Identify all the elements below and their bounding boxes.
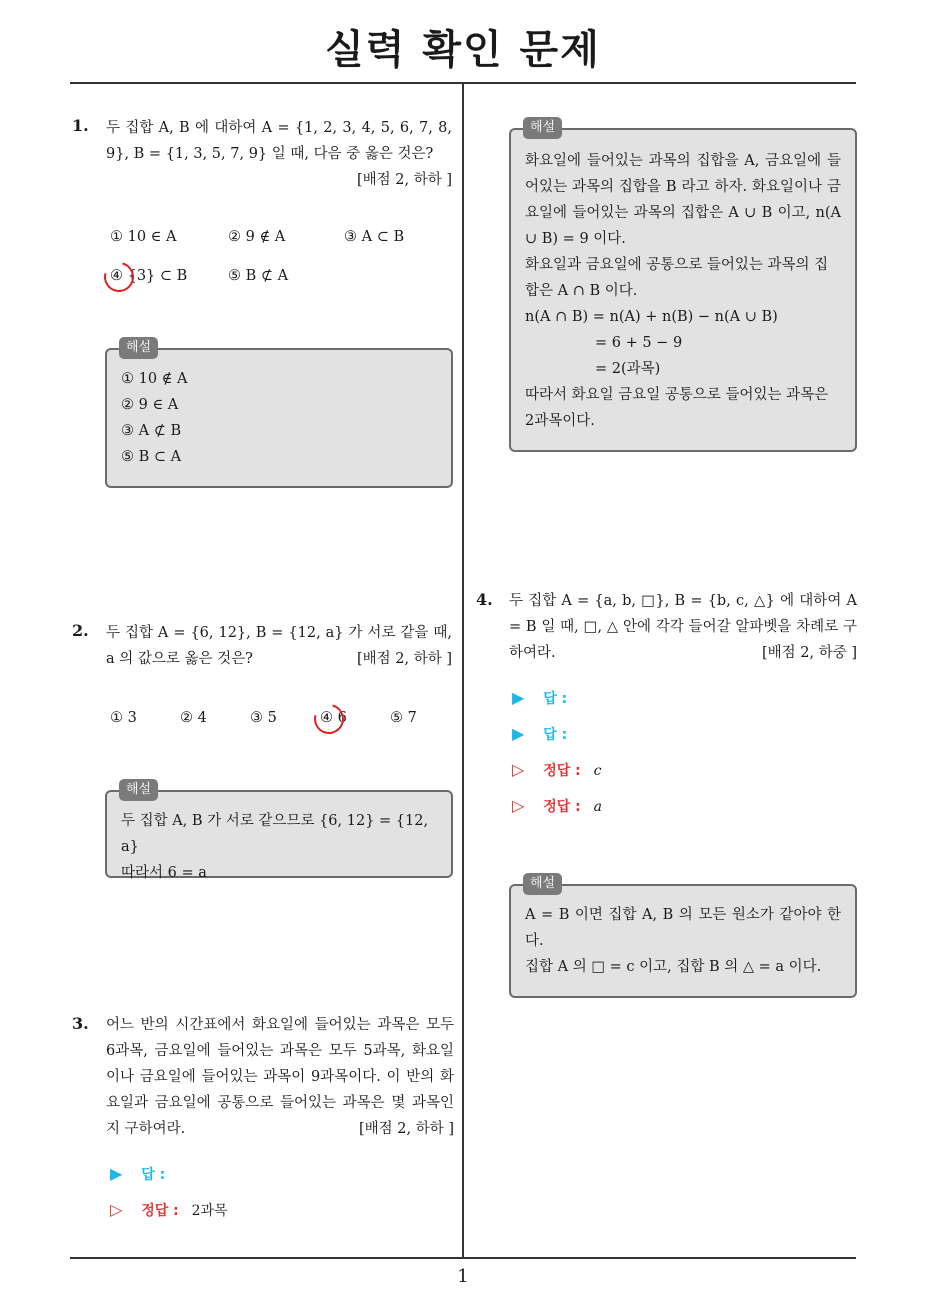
q2-option-2[interactable]: ② 4 (180, 710, 207, 726)
q3-solution-line-3: n(A ∩ B) = n(A) + n(B) − n(A ∪ B) (525, 309, 778, 325)
question-3-text: 어느 반의 시간표에서 화요일에 들어있는 과목은 모두 6과목, 금요일에 들어있는 과목은 모두 5과목, 화요일이나 금요일에 들어있는 과목이 9과목이다. 이 반의 화요일과 금요일에 공통으로 들어있는 과목은 몇 과목인지 구하여라. (106, 1017, 454, 1137)
question-2-text: 두 집합 A = {6, 12}, B = {12, a} 가 서로 같을 때, a 의 값으로 옳은 것은? (106, 625, 452, 667)
outline-play-icon: ▷ (512, 760, 525, 779)
question-3-meta: [배점 2, 하하 ] (358, 1121, 454, 1137)
question-2 (106, 620, 452, 672)
q1-option-5[interactable]: ⑤ B ⊄ A (228, 268, 289, 284)
q4-solution-label: 해설 (523, 873, 562, 895)
q3-solution-box (509, 120, 857, 452)
column-divider (462, 84, 464, 1258)
q1-option-2[interactable]: ② 9 ∉ A (228, 229, 286, 245)
q1-solution-line-3: ③ A ⊄ B (121, 423, 182, 439)
q2-solution-label: 해설 (119, 779, 158, 801)
q3-solution-line-6: 따라서 화요일 금요일 공통으로 들어있는 과목은 2과목이다. (525, 387, 829, 429)
footer-rule (70, 1257, 856, 1259)
q4-answer-row-1[interactable] (512, 688, 567, 708)
selected-answer-mark-q1 (99, 257, 140, 298)
q4-answer-label-2: 답 : (543, 727, 568, 743)
q4-correct-label-2: 정답 : (543, 799, 581, 815)
page-number: 1 (457, 1266, 469, 1287)
q4-correct-label-1: 정답 : (543, 763, 581, 779)
q4-solution-box (509, 876, 857, 998)
question-4-meta: [배점 2, 하중 ] (761, 645, 857, 661)
q3-solution-line-5: = 2(과목) (595, 361, 661, 377)
selected-answer-mark-q2 (309, 699, 350, 740)
q3-solution-line-4: = 6 + 5 − 9 (595, 335, 683, 351)
play-icon: ▶ (512, 724, 525, 743)
play-icon: ▶ (110, 1164, 123, 1183)
q2-solution-line-1: 두 집합 A, B 가 서로 같으므로 {6, 12} = {12, a} (121, 813, 429, 855)
q4-solution-line-2: 집합 A 의 □ = c 이고, 집합 B 의 △ = a 이다. (525, 959, 822, 975)
q4-correct-value-2: a (593, 799, 602, 815)
question-1-number: 1. (72, 116, 89, 135)
q3-correct-row (110, 1200, 228, 1220)
q3-correct-label: 정답 : (141, 1203, 179, 1219)
q1-solution-box (105, 340, 453, 488)
q3-correct-value: 2과목 (191, 1203, 228, 1219)
q3-solution-line-1: 화요일에 들어있는 과목의 집합을 A, 금요일에 들어있는 과목의 집합을 B 라고 하자. 화요일이나 금요일에 들어있는 과목의 집합은 A ∪ B 이고, n(A ∪ B) = 9 이다. (525, 153, 841, 247)
question-1-meta: [배점 2, 하하 ] (356, 172, 452, 188)
q4-correct-value-1: c (593, 763, 602, 779)
page-title: 실력 확인 문제 (325, 27, 601, 73)
outline-play-icon: ▷ (110, 1200, 123, 1219)
question-1 (106, 115, 452, 193)
question-3-number: 3. (72, 1014, 89, 1033)
question-2-number: 2. (72, 621, 89, 640)
question-3 (106, 1012, 454, 1142)
q2-option-5[interactable]: ⑤ 7 (390, 710, 417, 726)
outline-play-icon: ▷ (512, 796, 525, 815)
q4-correct-row-2 (512, 796, 602, 816)
q1-option-4[interactable]: ④ {3} ⊂ B (110, 268, 188, 284)
q2-solution-line-2: 따라서 6 = a (121, 865, 207, 881)
q1-solution-label: 해설 (119, 337, 158, 359)
question-2-meta: [배점 2, 하하 ] (356, 651, 452, 667)
q3-answer-label: 답 : (141, 1167, 166, 1183)
q1-solution-line-2: ② 9 ∈ A (121, 397, 179, 413)
question-4 (509, 588, 857, 666)
q3-solution-label: 해설 (523, 117, 562, 139)
question-1-text: 두 집합 A, B 에 대하여 A = {1, 2, 3, 4, 5, 6, 7, 8, 9}, B = {1, 3, 5, 7, 9} 일 때, 다음 중 옳은 것은? (106, 120, 452, 162)
q4-answer-label-1: 답 : (543, 691, 568, 707)
q3-answer-row[interactable] (110, 1164, 165, 1184)
q4-solution-line-1: A = B 이면 집합 A, B 의 모든 원소가 같아야 한다. (525, 907, 841, 949)
q4-correct-row-1 (512, 760, 601, 780)
q4-answer-row-2[interactable] (512, 724, 567, 744)
q2-option-3[interactable]: ③ 5 (250, 710, 277, 726)
question-4-number: 4. (476, 590, 493, 609)
q2-solution-box (105, 782, 453, 881)
q1-option-3[interactable]: ③ A ⊂ B (344, 229, 405, 245)
q1-solution-line-4: ⑤ B ⊂ A (121, 449, 182, 465)
q1-option-1[interactable]: ① 10 ∈ A (110, 229, 177, 245)
play-icon: ▶ (512, 688, 525, 707)
q3-solution-line-2: 화요일과 금요일에 공통으로 들어있는 과목의 집합은 A ∩ B 이다. (525, 257, 829, 299)
q1-solution-line-1: ① 10 ∉ A (121, 371, 188, 387)
q2-option-4[interactable]: ④ 6 (320, 710, 347, 726)
question-4-text: 두 집합 A = {a, b, □}, B = {b, c, △} 에 대하여 A = B 일 때, □, △ 안에 각각 들어갈 알파벳을 차례로 구하여라. (509, 593, 857, 661)
q2-option-1[interactable]: ① 3 (110, 710, 137, 726)
